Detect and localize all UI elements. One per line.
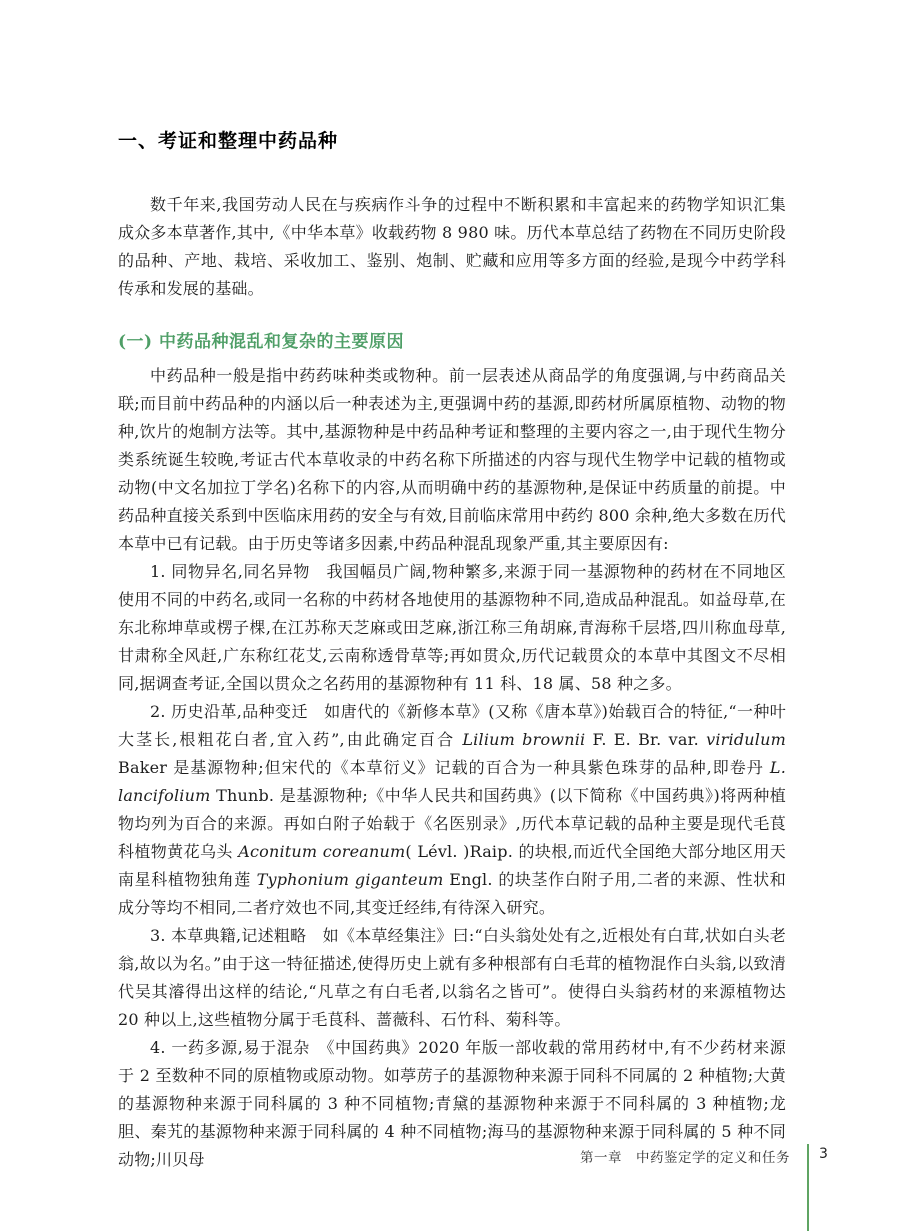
lead-paragraph: 中药品种一般是指中药药味种类或物种。前一层表述从商品学的角度强调,与中药商品关联;而目前中药品种的内涵以后一种表述为主,更强调中药的基源,即药材所属原植物、动物的物种,饮片的炮制方法等。其中,基源物种是中药品种考证和整理的主要内容之一,由于现代生物分类系统诞生较晚,考证古代本草收录的中药名称下所描述的内容与现代生物学中记载的植物或动物(中文名加拉丁学名)名称下的内容,从而明确中药的基源物种,是保证中药质量的前提。中药品种直接关系到中医临床用药的安全与有效,目前临床常用中药约 800 余种,绝大多数在历代本草中已有记载。由于历史等诸多因素,中药品种混乱现象严重,其主要原因有: — [118, 366, 786, 553]
page-content — [118, 126, 786, 1174]
numbered-item-2: 2. 历史沿革,品种变迁 如唐代的《新修本草》(又称《唐本草》)始载百合的特征,“一种叶大茎长,根粗花白者,宜入药”,由此确定百合 Lilium brownii F. E. Br. var. viridulum Baker 是基源物种;但宋代的《本草衍义》记载的百合为一种具紫色珠芽的品种,即卷丹 L. lancifolium Thunb. 是基源物种;《中华人民共和国药典》(以下简称《中国药典》)将两种植物均列为百合的来源。再如白附子始载于《名医别录》,历代本草记载的品种主要是现代毛茛科植物黄花乌头 Aconitum coreanum( Lévl. )Raip. 的块根,而近代全国绝大部分地区用天南星科植物独角莲 Typhonium giganteum Engl. 的块茎作白附子用,二者的来源、性状和成分等均不相同,二者疗效也不同,其变迁经纬,有待深入研究。 — [118, 702, 786, 917]
footer-divider-rule — [807, 1144, 809, 1231]
numbered-item-4: 4. 一药多源,易于混杂 《中国药典》2020 年版一部收载的常用药材中,有不少药材来源于 2 至数种不同的原植物或原动物。如葶苈子的基源物种来源于同科不同属的 2 种植物;大黄的基源物种来源于同科属的 3 种不同植物;青黛的基源物种来源于不同科属的 3 种植物;龙胆、秦艽的基源物种来源于同科属的 4 种不同植物;海马的基源物种来源于同科属的 5 种不同动物;川贝母 — [118, 1038, 786, 1169]
intro-paragraph: 数千年来,我国劳动人民在与疾病作斗争的过程中不断积累和丰富起来的药物学知识汇集成众多本草著作,其中,《中华本草》收载药物 8 980 味。历代本草总结了药物在不同历史阶段的品种、产地、栽培、采收加工、鉴别、炮制、贮藏和应用等多方面的经验,是现今中药学科传承和发展的基础。 — [118, 195, 786, 298]
numbered-item-1: 1. 同物异名,同名异物 我国幅员广阔,物种繁多,来源于同一基源物种的药材在不同地区使用不同的中药名,或同一名称的中药材各地使用的基源物种不同,造成品种混乱。如益母草,在东北称坤草或楞子棵,在江苏称天芝麻或田芝麻,浙江称三角胡麻,青海称千层塔,四川称血母草,甘肃称全风赶,广东称红花艾,云南称透骨草等;再如贯众,历代记载贯众的本草中其图文不尽相同,据调查考证,全国以贯众之名药用的基源物种有 11 科、18 属、58 种之多。 — [118, 562, 786, 693]
footer-chapter-title: 中药鉴定学的定义和任务 — [636, 1150, 790, 1166]
numbered-item-3: 3. 本草典籍,记述粗略 如《本草经集注》曰:“白头翁处处有之,近根处有白茸,状如白头老翁,故以为名。”由于这一特征描述,使得历史上就有多种根部有白毛茸的植物混作白头翁,以致清代吴其濬得出这样的结论,“凡草之有白毛者,以翁名之皆可”。使得白头翁药材的来源植物达 20 种以上,这些植物分属于毛茛科、蔷薇科、石竹科、菊科等。 — [118, 926, 786, 1029]
footer-chapter-label: 第一章 — [580, 1150, 622, 1166]
subsection-heading: (一) 中药品种混乱和复杂的主要原因 — [118, 332, 405, 352]
section-title: 一、考证和整理中药品种 — [118, 130, 339, 152]
footer — [580, 1146, 790, 1166]
page-number: 3 — [819, 1146, 828, 1162]
